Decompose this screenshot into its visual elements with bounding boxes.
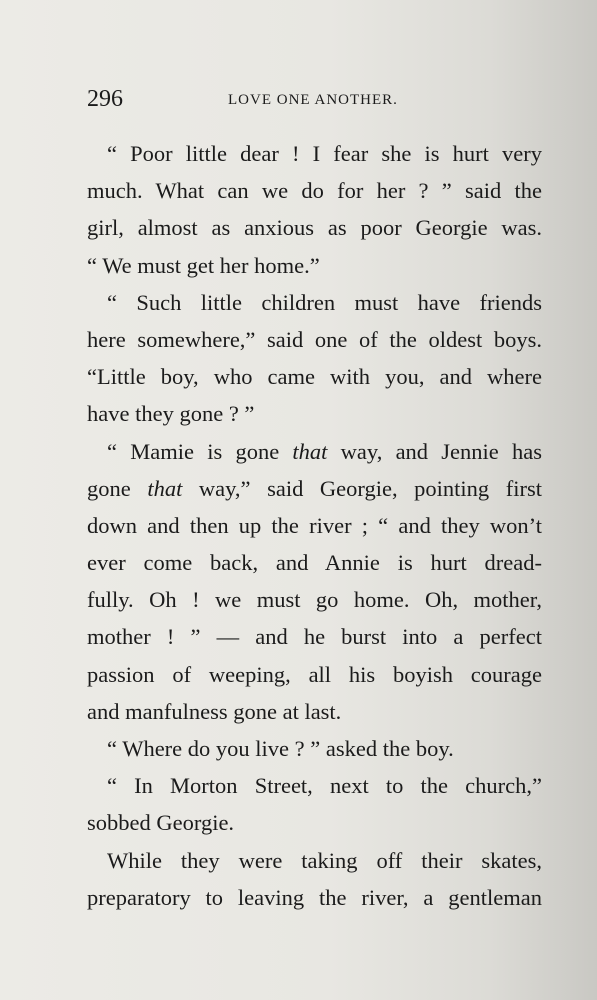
text-line: have they gone ? ” — [87, 401, 255, 427]
text-line: “ In Morton Street, next to the church,” — [107, 773, 542, 799]
emphasis: that — [147, 475, 183, 501]
page-number: 296 — [87, 86, 123, 112]
text-line: down and then up the river ; “ and they won’t — [87, 512, 542, 538]
text-line: While they were taking off their skates, — [107, 847, 542, 873]
text-line: “Little boy, who came with you, and where — [87, 364, 542, 390]
running-title: LOVE ONE ANOTHER. — [228, 92, 398, 108]
text-line: “ Poor little dear ! I fear she is hurt very — [107, 141, 542, 166]
text-line: “ Where do you live ? ” asked the boy. — [107, 736, 454, 761]
text-line: fully. Oh ! we must go home. Oh, mother, — [87, 587, 542, 613]
text-line: “ Mamie is gone that way, and Jennie has — [107, 438, 542, 464]
text-line: and manfulness gone at last. — [87, 698, 342, 724]
text-line: gone that way,” said Georgie, pointing first — [87, 475, 542, 501]
text-line: mother ! ” — and he burst into a perfect — [87, 624, 542, 650]
text-line: here somewhere,” said one of the oldest boys. — [87, 326, 542, 352]
page-header — [87, 84, 542, 114]
text-line: girl, almost as anxious as poor Georgie was. — [87, 215, 542, 241]
text-line: preparatory to leaving the river, a gentleman — [87, 884, 542, 910]
emphasis: that — [292, 438, 328, 464]
text-line: sobbed Georgie. — [87, 810, 235, 836]
text-line: “ We must get her home.” — [87, 252, 320, 278]
text-line: much. What can we do for her ? ” said the — [87, 178, 542, 204]
text-line: ever come back, and Annie is hurt dread- — [87, 550, 542, 576]
text-line: passion of weeping, all his boyish courage — [87, 661, 542, 687]
text-line: “ Such little children must have friends — [107, 289, 542, 315]
body-text — [87, 135, 542, 916]
